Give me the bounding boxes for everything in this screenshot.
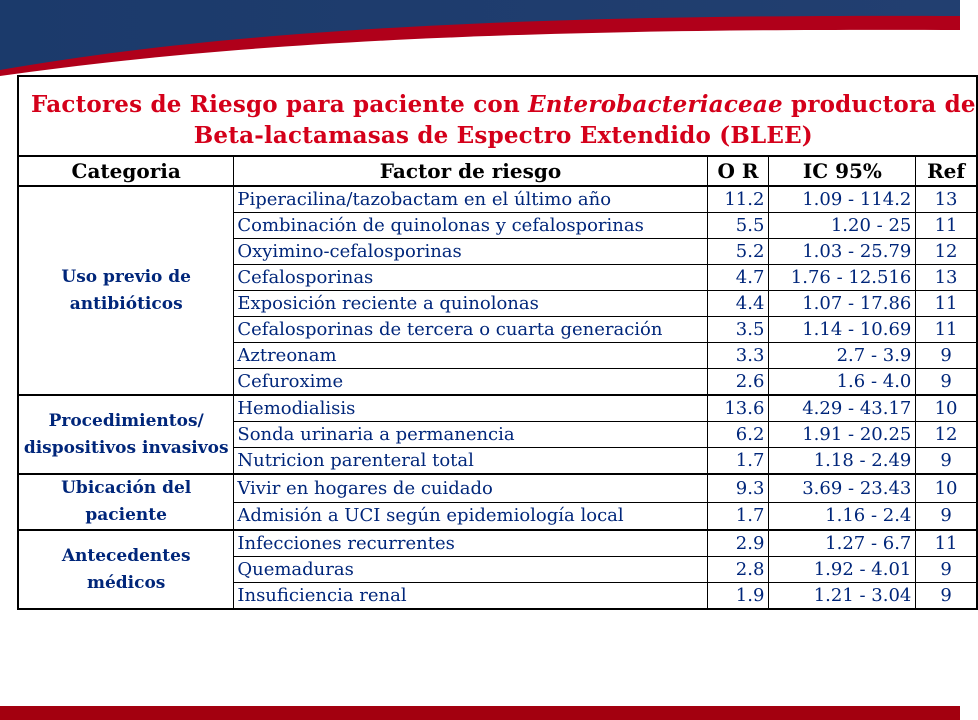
ic-cell: 1.76 - 12.516 — [769, 265, 916, 291]
table-body — [18, 186, 977, 609]
ref-cell: 10 — [916, 474, 977, 502]
factor-cell: Insuficiencia renal — [234, 583, 707, 610]
factor-cell: Exposición reciente a quinolonas — [234, 291, 707, 317]
ic-cell: 1.27 - 6.7 — [769, 530, 916, 557]
ref-cell: 9 — [916, 557, 977, 583]
ref-cell: 9 — [916, 448, 977, 475]
ref-cell: 11 — [916, 291, 977, 317]
or-cell: 5.5 — [707, 213, 769, 239]
ref-cell: 13 — [916, 265, 977, 291]
or-cell: 4.7 — [707, 265, 769, 291]
title-line2: Beta-lactamasas de Espectro Extendido (BLEE) — [193, 122, 813, 149]
ic-cell: 1.6 - 4.0 — [769, 369, 916, 396]
or-cell: 3.5 — [707, 317, 769, 343]
header-or: O R — [707, 156, 769, 186]
ref-cell: 12 — [916, 239, 977, 265]
footer-bar — [0, 706, 960, 720]
ic-cell: 1.09 - 114.2 — [769, 186, 916, 213]
header-ref: Ref — [916, 156, 977, 186]
or-cell: 1.9 — [707, 583, 769, 610]
ic-cell: 4.29 - 43.17 — [769, 395, 916, 422]
ref-cell: 13 — [916, 186, 977, 213]
factor-cell: Cefalosporinas de tercera o cuarta generación — [234, 317, 707, 343]
or-cell: 6.2 — [707, 422, 769, 448]
table-row — [18, 186, 977, 213]
or-cell: 5.2 — [707, 239, 769, 265]
title-line1-pre: Factores de Riesgo para paciente con — [31, 91, 529, 118]
or-cell: 11.2 — [707, 186, 769, 213]
table-title — [18, 76, 977, 156]
or-cell: 3.3 — [707, 343, 769, 369]
ic-cell: 1.03 - 25.79 — [769, 239, 916, 265]
ref-cell: 9 — [916, 583, 977, 610]
table-row — [18, 474, 977, 502]
or-cell: 2.9 — [707, 530, 769, 557]
ic-cell: 1.20 - 25 — [769, 213, 916, 239]
ref-cell: 11 — [916, 530, 977, 557]
table-row — [18, 395, 977, 422]
ref-cell: 12 — [916, 422, 977, 448]
ref-cell: 9 — [916, 502, 977, 530]
factor-cell: Nutricion parenteral total — [234, 448, 707, 475]
ref-cell: 9 — [916, 369, 977, 396]
category-cell: Procedimientos/ dispositivos invasivos — [18, 395, 234, 474]
ic-cell: 1.21 - 3.04 — [769, 583, 916, 610]
title-line1-post: productora de — [782, 91, 976, 118]
or-cell: 1.7 — [707, 502, 769, 530]
factor-cell: Piperacilina/tazobactam en el último año — [234, 186, 707, 213]
title-line1-italic: Enterobacteriaceae — [528, 91, 783, 118]
category-cell: Antecedentes médicos — [18, 530, 234, 609]
ref-cell: 10 — [916, 395, 977, 422]
table-row — [18, 530, 977, 557]
category-cell: Ubicación del paciente — [18, 474, 234, 530]
ref-cell: 11 — [916, 317, 977, 343]
factor-cell: Cefuroxime — [234, 369, 707, 396]
header-factor: Factor de riesgo — [234, 156, 707, 186]
factor-cell: Hemodialisis — [234, 395, 707, 422]
or-cell: 13.6 — [707, 395, 769, 422]
or-cell: 2.8 — [707, 557, 769, 583]
ic-cell: 1.91 - 20.25 — [769, 422, 916, 448]
factor-cell: Vivir en hogares de cuidado — [234, 474, 707, 502]
ic-cell: 1.92 - 4.01 — [769, 557, 916, 583]
ic-cell: 1.14 - 10.69 — [769, 317, 916, 343]
factor-cell: Admisión a UCI según epidemiología local — [234, 502, 707, 530]
or-cell: 2.6 — [707, 369, 769, 396]
or-cell: 4.4 — [707, 291, 769, 317]
factor-cell: Combinación de quinolonas y cefalosporinas — [234, 213, 707, 239]
factor-cell: Quemaduras — [234, 557, 707, 583]
header-row — [18, 156, 977, 186]
factor-cell: Oxyimino-cefalosporinas — [234, 239, 707, 265]
ic-cell: 3.69 - 23.43 — [769, 474, 916, 502]
or-cell: 1.7 — [707, 448, 769, 475]
risk-factor-table — [17, 75, 978, 610]
header-categoria: Categoria — [18, 156, 234, 186]
ref-cell: 11 — [916, 213, 977, 239]
ic-cell: 1.07 - 17.86 — [769, 291, 916, 317]
factor-cell: Infecciones recurrentes — [234, 530, 707, 557]
factor-cell: Aztreonam — [234, 343, 707, 369]
or-cell: 9.3 — [707, 474, 769, 502]
category-cell: Uso previo de antibióticos — [18, 186, 234, 395]
header-ic: IC 95% — [769, 156, 916, 186]
factor-cell: Cefalosporinas — [234, 265, 707, 291]
risk-table-container — [17, 75, 977, 610]
ic-cell: 1.18 - 2.49 — [769, 448, 916, 475]
factor-cell: Sonda urinaria a permanencia — [234, 422, 707, 448]
ic-cell: 2.7 - 3.9 — [769, 343, 916, 369]
ic-cell: 1.16 - 2.4 — [769, 502, 916, 530]
ref-cell: 9 — [916, 343, 977, 369]
